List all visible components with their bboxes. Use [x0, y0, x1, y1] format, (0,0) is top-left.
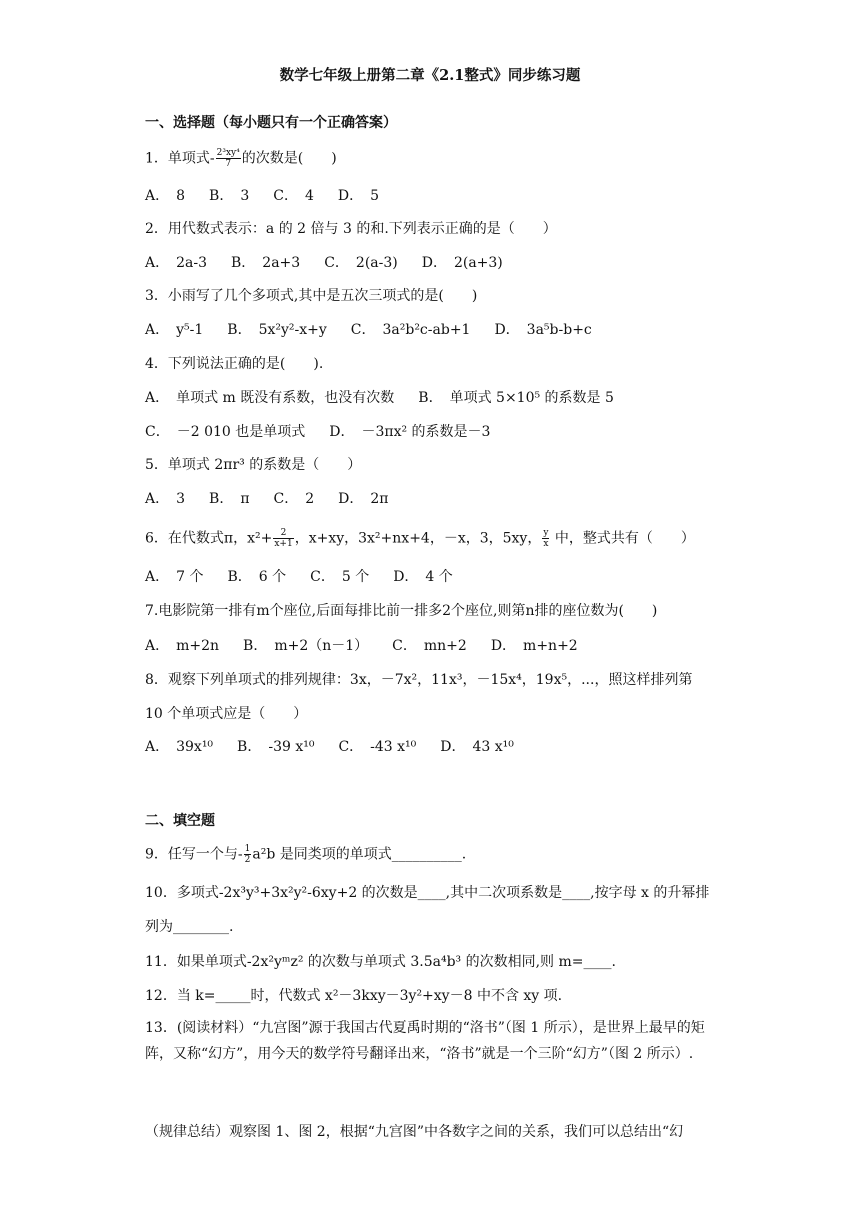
fraction-numerator: 1	[244, 844, 251, 854]
question-13: 13．(阅读材料）“九宫图”源于我国古代夏禹时期的“洛书”（图 1 所示），是世界上最早的矩阵，又称“幻方”，用今天的数学符号翻译出来，“洛书”就是一个三阶“幻方”（图 2 所示）.	[145, 1020, 705, 1062]
question-6-fraction-1	[273, 528, 293, 549]
question-7: 7.电影院第一排有m个座位,后面每排比前一排多2个座位,则第n排的座位数为( )	[145, 603, 658, 619]
question-8-line-1: 8．观察下列单项式的排列规律：3x，－7x²，11x³，－15x⁴，19x⁵，...，照这样排列第	[145, 672, 693, 688]
option-a: A． 39x¹⁰	[145, 739, 214, 755]
question-8-line-2: 10 个单项式应是（ ）	[145, 706, 308, 722]
question-4: 4．下列说法正确的是( ).	[145, 356, 324, 372]
question-9-prefix: 9．任写一个与-	[145, 846, 243, 863]
question-6-options	[145, 568, 453, 586]
option-b: B． 单项式 5×10⁵ 的系数是 5	[418, 390, 614, 406]
option-d: D． m+n+2	[490, 638, 578, 654]
question-10-line-1: 10．多项式-2x³y³+3x²y²-6xy+2 的次数是____,其中二次项系数是____,按字母 x 的升幂排	[145, 885, 710, 901]
option-d: D． 4 个	[393, 569, 453, 585]
question-9-suffix: a²b 是同类项的单项式__________.	[252, 846, 467, 863]
question-11: 11．如果单项式-2x²yᵐz² 的次数与单项式 3.5a⁴b³ 的次数相同,则 m=____.	[145, 954, 616, 970]
option-a: A． 单项式 m 既没有系数，也没有次数	[145, 390, 395, 406]
question-8-options	[145, 738, 514, 756]
question-4-options-row2	[145, 423, 490, 441]
question-4-options-row1	[145, 389, 614, 407]
fraction-denominator: 7	[225, 159, 232, 169]
question-2-options	[145, 254, 503, 272]
fraction-denominator: 2	[244, 855, 251, 865]
option-b: B． -39 x¹⁰	[237, 739, 315, 755]
question-6-middle: ，x+xy，3x²+nx+4，－x，3，5xy，	[294, 530, 542, 547]
page-title: 数学七年级上册第二章《2.1整式》同步练习题	[279, 67, 581, 84]
option-c: C． －2 010 也是单项式	[145, 424, 306, 440]
question-1-suffix: 的次数是( )	[241, 150, 337, 167]
section-heading-choice: 一、选择题（每小题只有一个正确答案）	[145, 115, 397, 131]
question-6-suffix: 中，整式共有（ ）	[550, 530, 695, 547]
option-a: A． y⁵-1	[145, 322, 204, 338]
option-d: D． 5	[337, 188, 379, 204]
question-10-line-2: 列为________.	[145, 919, 234, 935]
option-b: B． 2a+3	[231, 255, 301, 271]
question-1-prefix: 1．单项式-	[145, 150, 215, 167]
option-d: D． 2π	[338, 491, 389, 507]
fraction-numerator: 2	[273, 528, 293, 539]
question-3: 3．小雨写了几个多项式,其中是五次三项式的是( )	[145, 288, 478, 304]
option-a: A． m+2n	[145, 638, 220, 654]
question-1-options	[145, 187, 379, 205]
question-13-rule-summary: （规律总结）观察图 1、图 2，根据“九宫图”中各数字之间的关系，我们可以总结出“幻	[145, 1124, 684, 1140]
option-c: C． 3a²b²c-ab+1	[350, 322, 471, 338]
option-d: D． －3πx² 的系数是－3	[329, 424, 491, 440]
option-a: A． 2a-3	[145, 255, 208, 271]
question-1	[145, 148, 337, 169]
option-d: D． 3a⁵b-b+c	[494, 322, 592, 338]
option-b: B． m+2（n－1）	[243, 638, 369, 654]
option-c: C． -43 x¹⁰	[338, 739, 417, 755]
option-b: B． 6 个	[227, 569, 287, 585]
fraction-denominator: x	[543, 539, 549, 549]
option-c: C． mn+2	[392, 638, 467, 654]
question-9	[145, 844, 466, 865]
fraction-denominator: x+1	[274, 539, 293, 549]
fraction-numerator: 2³xy⁴	[216, 148, 240, 158]
option-b: B． π	[209, 491, 250, 507]
option-b: B． 3	[209, 188, 250, 204]
option-c: C． 2	[273, 491, 315, 507]
question-9-fraction	[244, 844, 252, 865]
section-heading-fill: 二、填空题	[145, 813, 215, 829]
option-c: C． 4	[273, 188, 314, 204]
question-2: 2．用代数式表示：a 的 2 倍与 3 的和.下列表示正确的是（ ）	[145, 221, 557, 237]
option-c: C． 5 个	[310, 569, 370, 585]
question-5-options	[145, 490, 389, 508]
question-1-fraction	[216, 148, 241, 169]
option-c: C． 2(a-3)	[324, 255, 398, 271]
option-a: A． 8	[145, 188, 186, 204]
option-d: D． 2(a+3)	[421, 255, 503, 271]
question-7-options	[145, 637, 578, 655]
question-5: 5．单项式 2πr³ 的系数是（ ）	[145, 457, 362, 473]
question-3-options	[145, 321, 592, 339]
option-b: B． 5x²y²-x+y	[227, 322, 327, 338]
question-6-prefix: 6．在代数式π，x²+	[145, 530, 273, 547]
question-6-fraction-2	[542, 528, 549, 549]
option-a: A． 7 个	[145, 569, 204, 585]
fraction-numerator: y	[543, 528, 549, 538]
question-6	[145, 528, 695, 549]
question-12: 12．当 k=_____时，代数式 x²－3kxy－3y²+xy－8 中不含 xy 项.	[145, 988, 563, 1004]
option-a: A． 3	[145, 491, 186, 507]
option-d: D． 43 x¹⁰	[440, 739, 514, 755]
